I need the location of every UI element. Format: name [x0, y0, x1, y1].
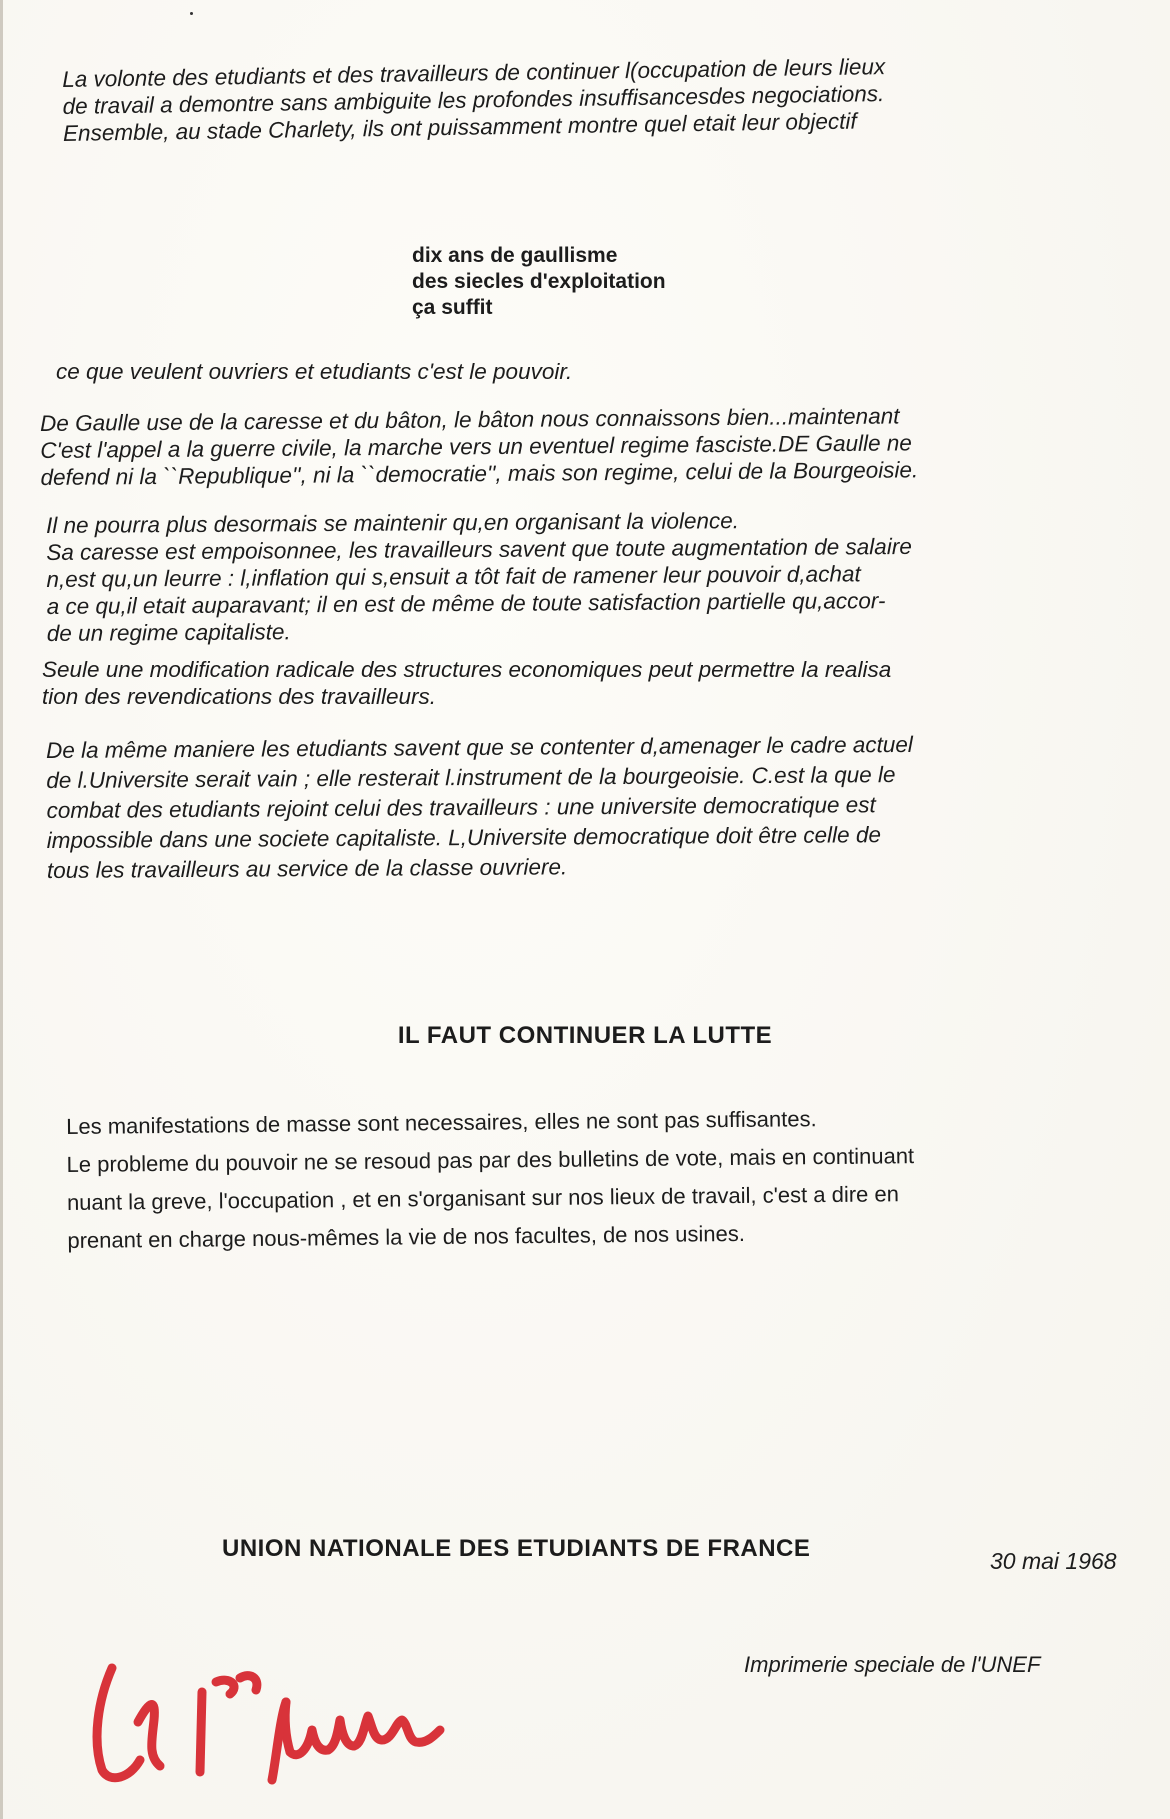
page-edge [0, 0, 3, 1819]
claim-paragraph [56, 358, 572, 385]
issue-date: 30 mai 1968 [990, 1548, 1117, 1574]
text-line: Ensemble, au stade Charlety, ils ont puissamment montre quel etait leur objectif [62, 108, 857, 146]
text-line: tion des revendications des travailleurs. [42, 684, 436, 709]
text-line: La volonte des etudiants et des travailleurs de continuer l(occupation de leurs lieux [62, 54, 886, 92]
organisation-name: UNION NATIONALE DES ETUDIANTS DE FRANCE [222, 1535, 811, 1562]
text-line: tous les travailleurs au service de la classe ouvriere. [46, 854, 568, 883]
slogan [412, 243, 666, 321]
text-line: de un regime capitaliste. [46, 619, 291, 646]
ink-speck [190, 12, 193, 15]
paragraph-de-gaulle [40, 402, 918, 491]
text-line: de travail a demontre sans ambiguite les profondes insuffisancesdes negociations. [62, 81, 885, 119]
paragraph-structures [42, 656, 891, 710]
text-line: De la même maniere les etudiants savent que se contenter d,amenager le cadre actuel [46, 731, 913, 763]
slogan-line: dix ans de gaullisme [412, 244, 618, 267]
slogan-line: des siecles d'exploitation [412, 270, 666, 293]
intro-paragraph [62, 53, 886, 147]
main-heading: IL FAUT CONTINUER LA LUTTE [397, 1022, 773, 1049]
text-line: Sa caresse est empoisonnee, les travailleurs savent que toute augmentation de salaire [46, 533, 912, 565]
text-line: ce que veulent ouvriers et etudiants c'est le pouvoir. [56, 359, 573, 384]
paragraph-universite [46, 730, 914, 886]
text-line: n,est qu,un leurre : l,inflation qui s,ensuit a tôt fait de ramener leur pouvoir d,achat [46, 561, 861, 592]
paragraph-manifestations [66, 1099, 915, 1260]
text-line: De Gaulle use de la caresse et du bâton, le bâton nous connaissons bien...maintenant [40, 403, 900, 436]
text-line: defend ni la ``Republique'', ni la ``democratie'', mais son regime, celui de la Bourgeoisie. [40, 457, 919, 490]
text-line: de l.Universite serait vain ; elle resterait l.instrument de la bourgeoisie. C.est la que le [46, 762, 896, 793]
text-line: nuant la greve, l'occupation , et en s'organisant sur nos lieux de travail, c'est a dire en [66, 1181, 900, 1215]
text-line: Il ne pourra plus desormais se maintenir qu,en organisant la violence. [46, 508, 740, 538]
text-line: combat des etudiants rejoint celui des travailleurs : une universite democratique est [46, 792, 876, 823]
printer-credit: Imprimerie speciale de l'UNEF [744, 1652, 1041, 1677]
text-line: Les manifestations de masse sont necessaires, elles ne sont pas suffisantes. [66, 1106, 817, 1139]
text-line: prenant en charge nous-mêmes la vie de nos facultes, de nos usines. [67, 1220, 745, 1253]
text-line: Le probleme du pouvoir ne se resoud pas par des bulletins de vote, mais en continuant [66, 1143, 915, 1177]
paragraph-violence [46, 506, 912, 647]
text-line: a ce qu,il etait auparavant; il en est de même de toute satisfaction partielle qu,accor- [46, 588, 886, 619]
text-line: impossible dans une societe capitaliste. L,Universite democratique doit être celle de [46, 822, 881, 853]
slogan-line: ça suffit [412, 296, 493, 319]
text-line: C'est l'appel a la guerre civile, la marche vers un eventuel regime fasciste.DE Gaulle ne [40, 430, 912, 463]
handwritten-date-signature [90, 1660, 470, 1790]
text-line: Seule une modification radicale des structures economiques peut permettre la realisa [42, 657, 892, 682]
